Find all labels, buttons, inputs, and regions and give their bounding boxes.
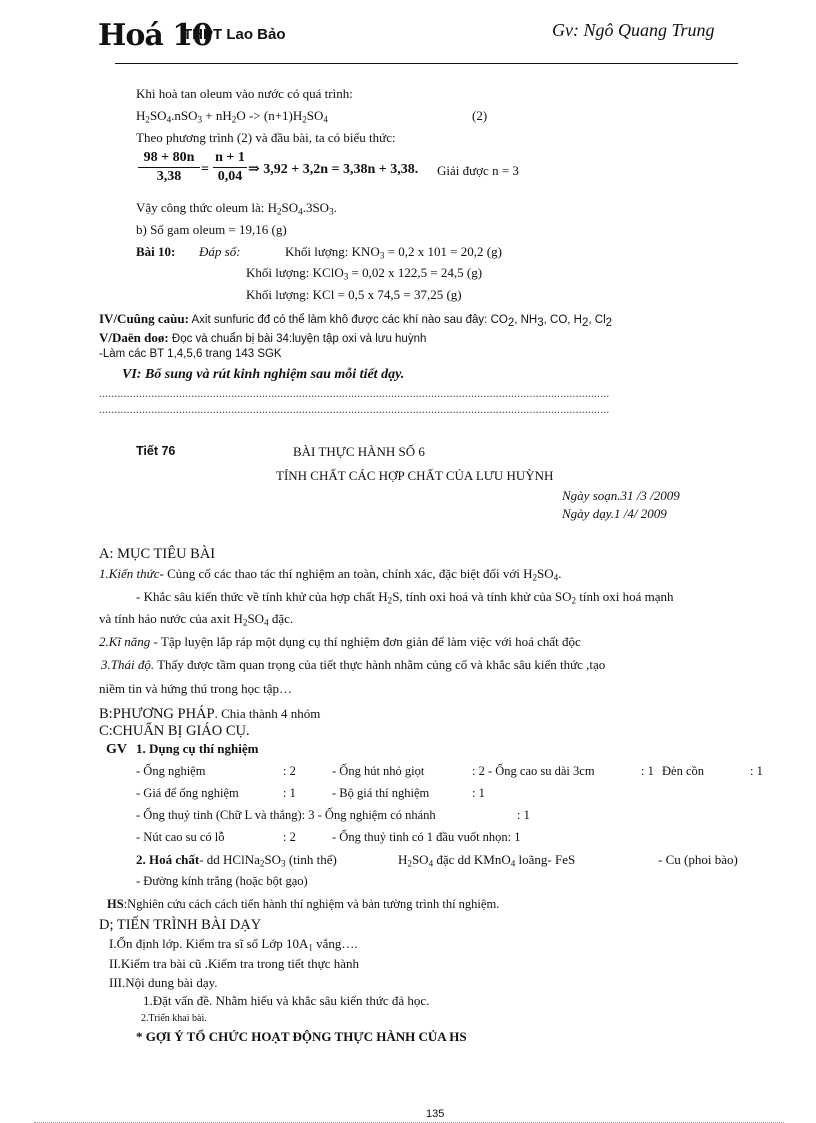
d-item-2: II.Kiểm tra bài cũ .Kiểm tra trong tiết thực hành bbox=[109, 956, 359, 971]
section-a-heading: A: MỤC TIÊU BÀI bbox=[99, 546, 216, 562]
body-line-3: Theo phương trình (2) và đầu bài, ta có biểu thức: bbox=[136, 130, 396, 145]
equip-row-1: - Ống nghiệm : 2 - Ống hút nhỏ giọt : 2 - Ống cao su dài 3cm : 1 Đèn cồn : 1 bbox=[136, 764, 763, 778]
page-number: 135 bbox=[426, 1108, 445, 1120]
cung-cau-line: IV/Cuûng caùu: Axit sunfuric đđ có thể làm khô được các khí nào sau đây: $CO_2$, $NH_3$, CO, $H_2$, $Cl_2$ bbox=[99, 311, 613, 329]
fraction-1-numerator: 98 + 80n bbox=[138, 150, 200, 168]
header-school: THPT Lao Bảo bbox=[183, 26, 286, 43]
section-b-line: B:PHƯƠNG PHÁP. Chia thành 4 nhóm bbox=[99, 706, 321, 722]
ngay-day: Ngày dạy.1 /4/ 2009 bbox=[562, 506, 667, 521]
fraction-2-numerator: n + 1 bbox=[213, 150, 247, 168]
thai-do-line: 3.Thái độ. Thấy được tầm quan trọng của tiết thực hành nhằm củng cố và khắc sâu kiến thức ,tạo bbox=[101, 657, 606, 672]
homework-line: -Làm các BT 1,4,5,6 trang 143 SGK bbox=[99, 348, 282, 360]
equation-2: $H_2SO_4.nSO_3 + nH_2O -> (n+1)H_2SO_4$ bbox=[136, 108, 328, 125]
equip-row-2: - Giá để ống nghiệm : 1 - Bộ giá thí nghiệm : 1 bbox=[136, 786, 485, 800]
kien-thuc-line: 1.Kiến thức- Củng cố các thao tác thí nghiệm an toàn, chính xác, đặc biệt đối với $H_2SO_4$. bbox=[99, 566, 562, 583]
fraction-equals: = bbox=[201, 162, 209, 177]
fraction-solve: Giải được n = 3 bbox=[437, 163, 519, 178]
fraction-result: ⇒ 3,92 + 3,2n = 3,38n + 3,38. bbox=[248, 162, 419, 177]
dan-do-line: V/Daën doø: Đọc và chuẩn bị bài 34:luyện tập oxi và lưu huỳnh bbox=[99, 330, 427, 345]
hoa-chat-line: 2. Hoá chất- dd $HClNa_2SO_3$ (tinh thể) $H_2SO_4$ đặc dd KMnO$_4$ loãng- FeS - Cu (phoi bào) bbox=[136, 852, 738, 869]
body-line-6: b) Số gam oleum = 19,16 (g) bbox=[136, 222, 287, 237]
fraction-1 bbox=[138, 150, 200, 185]
section-c-heading: C:CHUẨN BỊ GIÁO CỤ. bbox=[99, 723, 250, 739]
khac-sau-line-1: - Khắc sâu kiến thức về tính khử của hợp chất $H_2S$, tính oxi hoá và tính khử của $SO_2$ tính oxi hoá mạnh bbox=[136, 589, 674, 606]
mass-kno3: Khối lượng: $KNO_3 = 0,2$ x 101 = 20,2 (g) bbox=[285, 244, 502, 261]
d-item-3-1: 1.Đặt vấn đề. Nhằm hiểu và khắc sâu kiến thức đả học. bbox=[143, 993, 430, 1008]
header-rule bbox=[115, 63, 738, 64]
equip-row-3: - Ống thuỷ tinh (Chữ L và thẳng): 3 - Ống nghiệm có nhánh : 1 bbox=[136, 808, 530, 822]
lesson-title-1: BÀI THỰC HÀNH SỐ 6 bbox=[293, 444, 425, 459]
hs-line: HS:Nghiên cứu cách cách tiến hành thí nghiệm và bản tường trình thí nghiệm. bbox=[107, 897, 500, 911]
body-line-1: Khi hoà tan oleum vào nước có quá trình: bbox=[136, 86, 353, 101]
fraction-2 bbox=[213, 150, 247, 185]
lesson-title-2: TÍNH CHẤT CÁC HỢP CHẤT CỦA LƯU HUỲNH bbox=[276, 468, 554, 483]
d-item-3: III.Nội dung bài dạy. bbox=[109, 975, 218, 990]
thai-do-line-2: niềm tin và hứng thú trong học tập… bbox=[99, 681, 292, 696]
fraction-2-denominator: 0,04 bbox=[217, 169, 243, 184]
khac-sau-line-2: và tính háo nước của axit $H_2SO_4$ đặc. bbox=[99, 611, 294, 628]
mass-kclo3: Khối lượng: KClO$_3$ = 0,02 x 122,5 = 24,5 (g) bbox=[246, 265, 483, 282]
goi-y-heading: * GỢI Ý TỔ CHỨC HOẠT ĐỘNG THỰC HÀNH CỦA HS bbox=[136, 1029, 467, 1044]
equip-row-4: - Nút cao su có lỗ : 2 - Ống thuỷ tinh có 1 đầu vuốt nhọn: 1 bbox=[136, 830, 521, 844]
gv-label: GV bbox=[106, 742, 127, 757]
tiet-label: Tiết 76 bbox=[136, 444, 176, 458]
d-item-3-2: 2.Triển khai bài. bbox=[141, 1013, 207, 1024]
dots-line-1: ...................................................................................................................................................................... bbox=[99, 388, 610, 400]
d-item-1: I.Ổn định lớp. Kiểm tra sĩ số Lớp $10A_1$ vắng…. bbox=[109, 936, 358, 953]
bai10-label: Bài 10: bbox=[136, 244, 176, 259]
dapso-label: Đáp số: bbox=[199, 244, 241, 259]
header-logo: Hoá 10 bbox=[98, 18, 212, 53]
dung-cu-heading: 1. Dụng cụ thí nghiệm bbox=[136, 741, 259, 756]
ki-nang-line: 2.Kĩ năng - Tập luyện lắp ráp một dụng cụ thí nghiệm đơn giản để làm việc với hoá chất độc bbox=[99, 634, 581, 649]
equation-2-number: (2) bbox=[472, 108, 488, 123]
dots-line-2: ...................................................................................................................................................................... bbox=[99, 404, 610, 416]
fraction-1-denominator: 3,38 bbox=[156, 169, 182, 184]
duong-line: - Đường kính trắng (hoặc bột gạo) bbox=[136, 874, 308, 888]
header-teacher: Gv: Ngô Quang Trung bbox=[552, 20, 715, 40]
ngay-soan: Ngày soạn.31 /3 /2009 bbox=[562, 488, 680, 503]
mass-kcl: Khối lượng: KCl = 0,5 x 74,5 = 37,25 (g) bbox=[246, 287, 462, 302]
section-d-heading: D; TIẾN TRÌNH BÀI DẠY bbox=[99, 917, 262, 933]
body-line-5: Vậy công thức oleum là: $H_2SO_4.3SO_3$. bbox=[136, 200, 337, 217]
vi-heading: VI: Bổ sung và rút kinh nghiệm sau mỗi tiết dạy. bbox=[122, 367, 405, 382]
